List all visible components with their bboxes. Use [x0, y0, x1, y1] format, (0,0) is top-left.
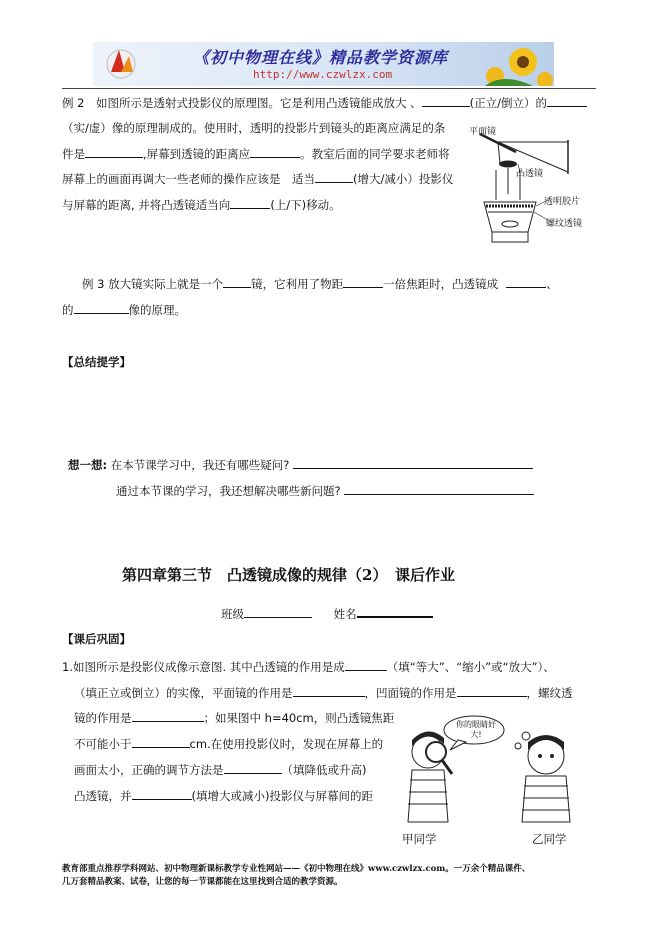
ex2-line-2: （实/虚）像的原理制成的。使用时，透明的投影片到镜头的距离应满足的条 [62, 121, 446, 135]
class-name-line: 班级 姓名 [221, 604, 433, 624]
ex2-line-1: 例 2 如图所示是透射式投影仪的原理图。它是利用凸透镜能成放大 、 (正立/倒立）的 [62, 94, 587, 113]
blank [345, 658, 387, 671]
consolidate-heading: 【课后巩固】 [62, 632, 131, 646]
q1-line-4: 不可能小于 cm.在使用投影仪时，发现在屏幕上的 [74, 737, 384, 751]
banner-title: 《初中物理在线》精品教学资源库 [193, 48, 449, 67]
ex2-line-4: 屏幕上的画面再调大一些老师的操作应该是 适当 (增大/减小）投影仪 [62, 172, 454, 186]
speech-bubble-text: 你的眼睛好大! [456, 720, 496, 739]
q1-line-3: 镜的作用是 ；如果图中 h=40cm，则凸透镜焦距 [74, 711, 395, 725]
blank [132, 709, 204, 722]
blank [457, 684, 527, 697]
blank [74, 301, 129, 314]
name-blank [357, 604, 433, 618]
blank [344, 482, 534, 495]
projector-diagram [470, 120, 594, 250]
q1-line-2: （填正立或倒立）的实像，平面镜的作用是 ，凹面镜的作用是 ，螺纹透 [74, 686, 573, 700]
blank [506, 275, 546, 288]
blank [223, 275, 251, 288]
blank [250, 145, 300, 158]
ex2-line-3: 件是 ,屏幕到透镜的距离应 。教室后面的同学要求老师将 [62, 147, 450, 161]
blank [293, 456, 533, 469]
footer-line-2: 几万套精品教案、试卷，让您的每一节课都能在这里找到合适的教学资源。 [62, 877, 343, 887]
q1-line-6: 凸透镜，并 (填增大或减小)投影仪与屏幕间的距 [74, 789, 373, 803]
blank [422, 94, 470, 107]
class-blank [244, 605, 312, 618]
blank [132, 787, 192, 800]
think-line-1: 想一想: 在本节课学习中，我还有哪些疑问? [68, 456, 533, 475]
blank [315, 170, 353, 183]
q1-line-5: 画面太小，正确的调节方法是 （填降低或升高) [74, 763, 367, 777]
blank [132, 735, 190, 748]
label-convex-lens: 凸透镜 [516, 169, 544, 179]
label-transparent-film: 透明胶片 [544, 197, 581, 207]
student-b-label: 乙同学 [532, 832, 567, 846]
header-rule [62, 88, 596, 89]
ex3-line-1: 例 3 放大镜实际上就是一个 镜，它利用了物距 一倍焦距时，凸透镜成 、 [82, 277, 558, 291]
ex3-line-2: 的 像的原理。 [62, 303, 186, 317]
header-banner [93, 42, 554, 86]
footer-line-1: 教育部重点推荐学科网站、初中物理新课标教学专业性网站——《初中物理在线》www.czwlzx.com。一万余个精品课件、 [62, 864, 531, 874]
q1-line-1: 1.如图所示是投影仪成像示意图. 其中凸透镜的作用是成 （填“等大”、“缩小”或“放大”）、 [62, 660, 555, 674]
blank [547, 94, 587, 107]
think-line-2: 通过本节课的学习，我还想解决哪些新问题? [116, 482, 534, 501]
blank [230, 196, 270, 209]
blank [224, 761, 282, 774]
blank [343, 275, 383, 288]
student-a-label: 甲同学 [402, 832, 437, 846]
chapter-title: 第四章第三节 凸透镜成像的规律（2） 课后作业 [122, 566, 455, 584]
blank [85, 145, 143, 158]
label-plane-mirror: 平面镜 [469, 127, 497, 137]
banner-url: http://www.czwlzx.com [253, 68, 393, 81]
ex2-line-5: 与屏幕的距离, 并将凸透镜适当向 (上/下)移动。 [62, 198, 341, 212]
label-fresnel-lens: 螺纹透镜 [546, 219, 583, 229]
blank [293, 684, 365, 697]
summary-heading: 【总结提学】 [62, 355, 131, 369]
